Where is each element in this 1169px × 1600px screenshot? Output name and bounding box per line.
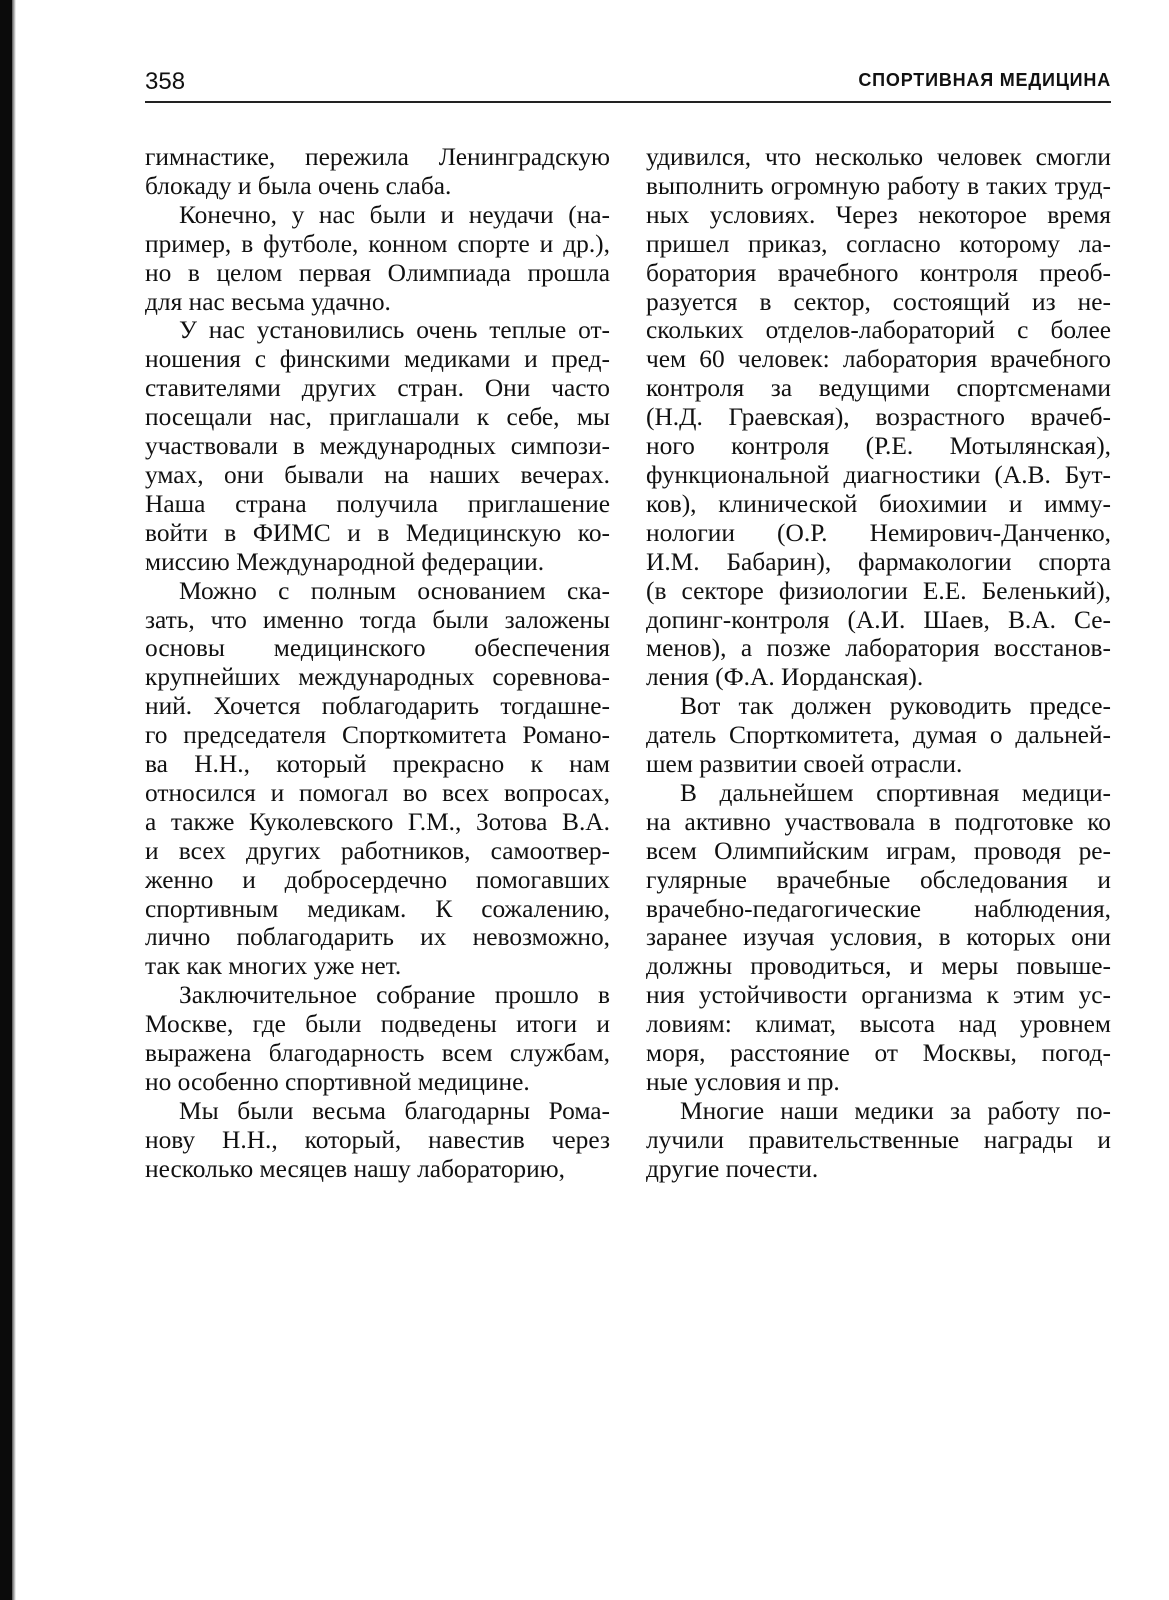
text-line: моря, расстояние от Москвы, погод- <box>646 1039 1111 1068</box>
text-line: шем развитии своей отрасли. <box>646 750 963 779</box>
text-line: Многие наши медики за работу по- <box>680 1096 1111 1125</box>
text-line: должны проводиться, и меры повыше- <box>646 952 1111 981</box>
page-header <box>145 64 1111 104</box>
running-head: СПОРТИВНАЯ МЕДИЦИНА <box>858 70 1111 90</box>
text-line: спортивным медикам. К сожалению, <box>145 894 610 923</box>
text-line: ного контроля (Р.Е. Мотылянская), <box>646 432 1111 461</box>
paragraph <box>646 692 1111 779</box>
text-line: В дальнейшем спортивная медици- <box>680 778 1111 807</box>
text-line: скольких отделов-лабораторий с более <box>646 316 1111 345</box>
text-line: заранее изучая условия, в которых они <box>646 923 1111 952</box>
text-column-right <box>646 143 1111 1184</box>
text-line: Конечно, у нас были и неудачи (на- <box>179 200 610 229</box>
paragraph <box>145 143 610 201</box>
text-line: для нас весьма удачно. <box>145 287 391 316</box>
text-line: Заключительное собрание прошло в <box>179 981 610 1010</box>
text-line: выражена благодарность всем службам, <box>145 1039 610 1068</box>
text-line: ва Н.Н., который прекрасно к нам <box>145 750 610 779</box>
text-line: умах, они бывали на наших вечерах. <box>145 460 610 489</box>
text-line: ношения с финскими медиками и пред- <box>145 345 610 374</box>
text-line: (в секторе физиологии Е.Е. Беленький), <box>646 576 1111 605</box>
text-line: зать, что именно тогда были заложены <box>145 605 610 634</box>
paragraph <box>646 143 1111 692</box>
text-column-left <box>145 143 610 1184</box>
text-line: менов), а позже лаборатория восстанов- <box>646 634 1111 663</box>
text-line: на активно участвовала в подготовке ко <box>646 807 1111 836</box>
text-line: войти в ФИМС и в Медицинскую ко- <box>145 518 610 547</box>
text-line: ных условиях. Через некоторое время <box>646 200 1111 229</box>
paragraph <box>646 1097 1111 1184</box>
text-line: чем 60 человек: лаборатория врачебного <box>646 345 1111 374</box>
text-line: ловиям: климат, высота над уровнем <box>646 1010 1111 1039</box>
text-line: и всех других работников, самоотвер- <box>145 836 610 865</box>
text-line: но в целом первая Олимпиада прошла <box>145 258 610 287</box>
text-line: контроля за ведущими спортсменами <box>646 374 1111 403</box>
text-line: ков), клинической биохимии и имму- <box>646 489 1111 518</box>
text-line: лично поблагодарить их невозможно, <box>145 923 610 952</box>
text-line: миссию Международной федерации. <box>145 547 545 576</box>
text-line: но особенно спортивной медицине. <box>145 1068 530 1096</box>
paragraph <box>145 201 610 317</box>
text-line: так как многих уже нет. <box>145 952 402 981</box>
page-number: 358 <box>145 68 186 95</box>
scan-binding-edge <box>0 0 12 1600</box>
text-line: У нас установились очень теплые от- <box>179 316 610 345</box>
text-line: врачебно-педагогические наблюдения, <box>646 894 1111 923</box>
text-line: пример, в футболе, конном спорте и др.), <box>145 229 610 258</box>
paragraph <box>145 981 610 1097</box>
paragraph <box>646 779 1111 1097</box>
text-line: (Н.Д. Граевская), возрастного врачеб- <box>646 403 1111 432</box>
text-line: участвовали в международных симпози- <box>145 432 610 461</box>
text-line: лучили правительственные награды и <box>646 1125 1111 1154</box>
text-line: выполнить огромную работу в таких труд- <box>646 171 1111 200</box>
text-line: ния устойчивости организма к этим ус- <box>646 981 1111 1010</box>
text-line: ления (Ф.А. Иорданская). <box>646 663 924 692</box>
text-line: ные условия и пр. <box>646 1068 840 1096</box>
text-line: нологии (О.Р. Немирович-Данченко, <box>646 518 1111 547</box>
text-line: го председателя Спорткомитета Романо- <box>145 721 610 750</box>
text-line: допинг-контроля (А.И. Шаев, В.А. Се- <box>646 605 1111 634</box>
text-line: основы медицинского обеспечения <box>145 634 610 663</box>
text-line: удивился, что несколько человек смогли <box>646 143 1111 171</box>
text-line: разуется в сектор, состоящий из не- <box>646 287 1111 316</box>
text-line: гулярные врачебные обследования и <box>646 865 1111 894</box>
text-line: блокаду и была очень слаба. <box>145 171 452 200</box>
header-rule <box>145 101 1111 103</box>
text-line: датель Спорткомитета, думая о дальней- <box>646 721 1111 750</box>
text-line: Можно с полным основанием ска- <box>179 576 610 605</box>
text-line: несколько месяцев нашу лабораторию, <box>145 1154 565 1183</box>
text-line: ставителями других стран. Они часто <box>145 374 610 403</box>
text-line: функциональной диагностики (А.В. Бут- <box>646 460 1111 489</box>
text-line: женно и добросердечно помогавших <box>145 865 610 894</box>
text-line: И.М. Бабарин), фармакологии спорта <box>646 547 1111 576</box>
text-line: а также Куколевского Г.М., Зотова В.А. <box>145 807 610 836</box>
text-line: боратория врачебного контроля преоб- <box>646 258 1111 287</box>
text-line: крупнейших международных соревнова- <box>145 663 610 692</box>
text-line: гимнастике, пережила Ленинградскую <box>145 143 610 171</box>
text-line: Наша страна получила приглашение <box>145 489 610 518</box>
text-line: Москве, где были подведены итоги и <box>145 1010 610 1039</box>
paragraph <box>145 316 610 576</box>
text-line: всем Олимпийским играм, проводя ре- <box>646 836 1111 865</box>
text-line: Мы были весьма благодарны Рома- <box>179 1096 610 1125</box>
paragraph <box>145 1097 610 1184</box>
text-line: другие почести. <box>646 1154 819 1183</box>
text-line: относился и помогал во всех вопросах, <box>145 778 610 807</box>
text-line: пришел приказ, согласно которому ла- <box>646 229 1111 258</box>
paragraph <box>145 577 610 982</box>
text-line: посещали нас, приглашали к себе, мы <box>145 403 610 432</box>
text-line: нову Н.Н., который, навестив через <box>145 1125 610 1154</box>
text-line: Вот так должен руководить предсе- <box>680 692 1111 721</box>
text-line: ний. Хочется поблагодарить тогдашне- <box>145 692 610 721</box>
scan-edge-shadow <box>12 0 16 1600</box>
